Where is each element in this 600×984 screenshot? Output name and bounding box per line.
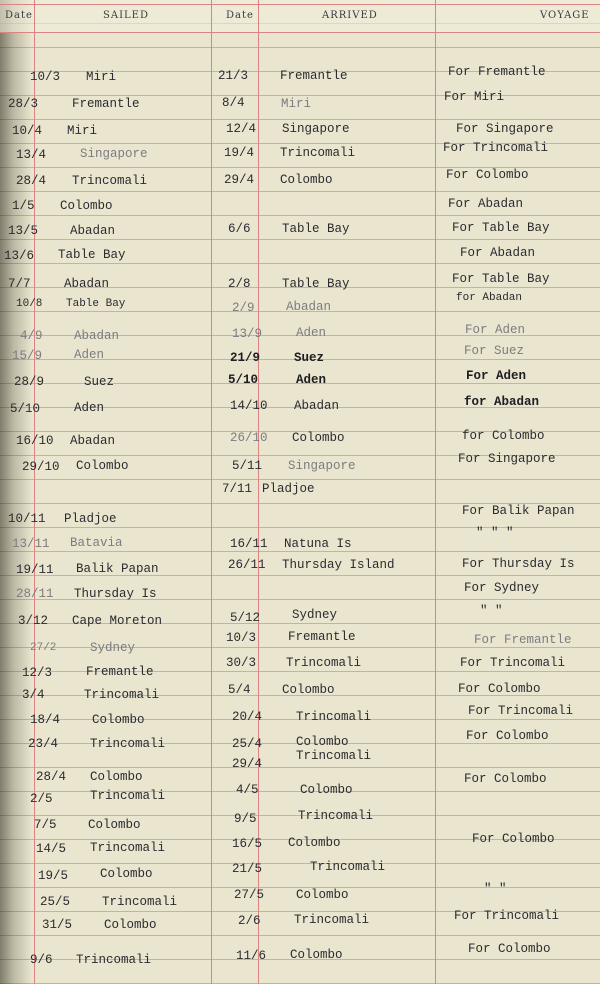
voyage-entry: For Sydney (464, 581, 540, 595)
date-arrived-header: Date (226, 10, 254, 21)
sailed-port: Trincomali (102, 895, 178, 909)
sailed-port: Abadan (70, 434, 116, 448)
arrived-port: Table Bay (282, 222, 350, 236)
arrival-date: 20/4 (232, 710, 263, 724)
voyage-entry: for Abadan (456, 292, 523, 304)
sailed-port: Colombo (76, 459, 129, 473)
arrived-port: Colombo (280, 173, 333, 187)
sail-date: 10/11 (8, 512, 46, 526)
arrived-port: Trincomali (296, 710, 372, 724)
arrived-port: Colombo (288, 836, 341, 850)
sailed-port: Colombo (104, 918, 157, 932)
voyage-entry: For Thursday Is (462, 557, 575, 571)
voyage-entry: For Colombo (468, 942, 551, 956)
arrival-date: 11/6 (236, 949, 267, 963)
column-rule (435, 0, 436, 984)
sail-date: 18/4 (30, 713, 61, 727)
arrival-date: 2/8 (228, 277, 251, 291)
sailed-port: Colombo (60, 199, 113, 213)
sailed-port: Batavia (70, 536, 123, 550)
sailed-port: Trincomali (90, 737, 166, 751)
sail-date: 14/5 (36, 842, 67, 856)
voyage-entry: For Colombo (472, 832, 555, 846)
sailed-port: Trincomali (90, 789, 166, 803)
sail-date: 3/4 (22, 688, 45, 702)
arrival-date: 10/3 (226, 631, 257, 645)
arrived-port: Colombo (296, 888, 349, 902)
arrived-port: Trincomali (294, 913, 370, 927)
arrival-date: 16/5 (232, 837, 263, 851)
arrived-port: Abadan (286, 300, 332, 314)
arrived-port: Pladjoe (262, 482, 315, 496)
sail-date: 29/10 (22, 460, 60, 474)
arrived-port: Abadan (294, 399, 340, 413)
sail-date: 25/5 (40, 895, 71, 909)
sail-date: 2/5 (30, 792, 53, 806)
sailed-port: Aden (74, 348, 105, 362)
arrival-date: 30/3 (226, 656, 257, 670)
voyage-entry: For Abadan (448, 197, 524, 211)
sail-date: 10/8 (16, 298, 43, 310)
arrived-port: Trincomali (286, 656, 362, 670)
arrived-port: Singapore (288, 459, 356, 473)
rule-line (0, 4, 600, 5)
arrival-date: 27/5 (234, 888, 265, 902)
sail-date: 13/11 (12, 537, 50, 551)
sail-date: 23/4 (28, 737, 59, 751)
sailed-port: Miri (67, 124, 98, 138)
voyage-entry: For Colombo (464, 772, 547, 786)
sail-date: 28/4 (36, 770, 67, 784)
arrived-port: Suez (294, 351, 325, 365)
arrival-date: 25/4 (232, 737, 263, 751)
sail-date: 19/5 (38, 869, 69, 883)
arrival-date: 26/11 (228, 558, 266, 572)
voyage-entry: For Colombo (466, 729, 549, 743)
voyage-header: VOYAGE (540, 10, 590, 21)
arrival-date: 13/9 (232, 327, 263, 341)
sail-date: 12/3 (22, 666, 53, 680)
sail-date: 9/6 (30, 953, 53, 967)
sailed-port: Abadan (64, 277, 110, 291)
arrived-port: Aden (296, 373, 327, 387)
sailed-port: Trincomali (84, 688, 160, 702)
arrival-date: 8/4 (222, 96, 245, 110)
arrival-date: 19/4 (224, 146, 255, 160)
arrived-port: Trincomali (296, 749, 372, 763)
sail-date: 28/11 (16, 587, 54, 601)
arrived-port: Sydney (292, 608, 338, 622)
sail-date: 19/11 (16, 563, 54, 577)
voyage-entry: For Colombo (446, 168, 529, 182)
arrived-port: Fremantle (288, 630, 356, 644)
voyage-entry: For Singapore (458, 452, 556, 466)
sail-date: 4/9 (20, 329, 43, 343)
voyage-entry: For Colombo (458, 682, 541, 696)
sail-date: 10/4 (12, 124, 43, 138)
voyage-entry: For Table Bay (452, 221, 550, 235)
sailed-port: Trincomali (72, 174, 148, 188)
sailed-port: Abadan (74, 329, 120, 343)
sail-date: 5/10 (10, 402, 41, 416)
sail-date: 28/3 (8, 97, 39, 111)
sail-date: 13/5 (8, 224, 39, 238)
sailed-port: Aden (74, 401, 105, 415)
voyage-entry: " " " (476, 526, 514, 540)
arrival-date: 5/4 (228, 683, 251, 697)
sailed-port: Suez (84, 375, 115, 389)
sail-date: 28/9 (14, 375, 45, 389)
arrived-port: Miri (281, 97, 312, 111)
sailed-port: Colombo (90, 770, 143, 784)
voyage-entry: " " (484, 882, 507, 896)
arrival-date: 5/11 (232, 459, 263, 473)
arrived-port: Table Bay (282, 277, 350, 291)
voyage-entry: For Table Bay (452, 272, 550, 286)
arrival-date: 5/10 (228, 373, 259, 387)
sail-date: 13/4 (16, 148, 47, 162)
sail-date: 7/7 (8, 277, 31, 291)
column-rule (211, 0, 212, 984)
arrival-date: 26/10 (230, 431, 268, 445)
rule-line (0, 32, 600, 33)
voyage-entry: For Abadan (460, 246, 536, 260)
voyage-entry: For Trincomali (468, 704, 574, 718)
arrival-date: 2/6 (238, 914, 261, 928)
arrival-date: 12/4 (226, 122, 257, 136)
voyage-entry: For Fremantle (448, 65, 546, 79)
sailed-port: Fremantle (86, 665, 154, 679)
sail-date: 1/5 (12, 199, 35, 213)
sail-date: 7/5 (34, 818, 57, 832)
arrival-date: 21/3 (218, 69, 249, 83)
voyage-entry: For Trincomali (454, 909, 560, 923)
voyage-entry: For Aden (465, 323, 526, 337)
sail-date: 3/12 (18, 614, 49, 628)
arrival-date: 2/9 (232, 301, 255, 315)
sailed-port: Trincomali (90, 841, 166, 855)
arrived-port: Natuna Is (284, 537, 352, 551)
voyage-entry: For Balik Papan (462, 504, 575, 518)
voyage-entry: For Singapore (456, 122, 554, 136)
sail-date: 10/3 (30, 70, 61, 84)
sailed-port: Sydney (90, 641, 136, 655)
arrival-date: 29/4 (232, 757, 263, 771)
sailed-port: Table Bay (66, 298, 126, 310)
sail-date: 13/6 (4, 249, 35, 263)
sail-date: 31/5 (42, 918, 73, 932)
sailed-port: Fremantle (72, 97, 140, 111)
arrived-port: Colombo (300, 783, 353, 797)
arrival-date: 5/12 (230, 611, 261, 625)
sailed-port: Cape Moreton (72, 614, 163, 628)
voyage-entry: For Trincomali (443, 141, 549, 155)
arrived-port: Colombo (292, 431, 345, 445)
arrival-date: 21/5 (232, 862, 263, 876)
voyage-entry: For Miri (444, 90, 505, 104)
voyage-entry: " " (480, 604, 503, 618)
arrived-port: Trincomali (310, 860, 386, 874)
date-sailed-header: Date (5, 10, 33, 21)
sailed-port: Abadan (70, 224, 116, 238)
arrival-date: 29/4 (224, 173, 255, 187)
arrived-port: Colombo (282, 683, 335, 697)
arrived-port: Trincomali (298, 809, 374, 823)
sailed-port: Colombo (100, 867, 153, 881)
sailed-port: Trincomali (76, 953, 152, 967)
arrival-date: 16/11 (230, 537, 268, 551)
sail-date: 15/9 (12, 349, 43, 363)
sailed-port: Miri (86, 70, 117, 84)
sailed-port: Colombo (92, 713, 145, 727)
sailed-port: Balik Papan (76, 562, 159, 576)
voyage-entry: for Colombo (462, 429, 545, 443)
sailed-port: Singapore (80, 147, 148, 161)
arrival-date: 14/10 (230, 399, 268, 413)
arrived-port: Trincomali (280, 146, 356, 160)
voyage-entry: For Aden (466, 369, 527, 383)
arrived-port: Thursday Island (282, 558, 395, 572)
arrival-date: 4/5 (236, 783, 259, 797)
arrived-port: Singapore (282, 122, 350, 136)
arrival-date: 6/6 (228, 222, 251, 236)
arrived-port: Colombo (290, 948, 343, 962)
arrival-date: 21/9 (230, 351, 261, 365)
arrival-date: 9/5 (234, 812, 257, 826)
voyage-entry: for Abadan (464, 395, 540, 409)
voyage-entry: For Suez (464, 344, 525, 358)
voyage-entry: For Fremantle (474, 633, 572, 647)
sailed-port: Table Bay (58, 248, 126, 262)
arrived-port: Aden (296, 326, 327, 340)
sail-date: 28/4 (16, 174, 47, 188)
sailed-port: Colombo (88, 818, 141, 832)
voyage-entry: For Trincomali (460, 656, 566, 670)
arrival-date: 7/11 (222, 482, 253, 496)
sail-date: 27/2 (30, 642, 57, 654)
arrived-port: Fremantle (280, 69, 348, 83)
sailed-port: Pladjoe (64, 512, 117, 526)
sailed-port: Thursday Is (74, 587, 157, 601)
sail-date: 16/10 (16, 434, 54, 448)
arrived-header: ARRIVED (322, 10, 378, 21)
sailed-header: SAILED (103, 10, 149, 21)
arrived-port: Colombo (296, 735, 349, 749)
